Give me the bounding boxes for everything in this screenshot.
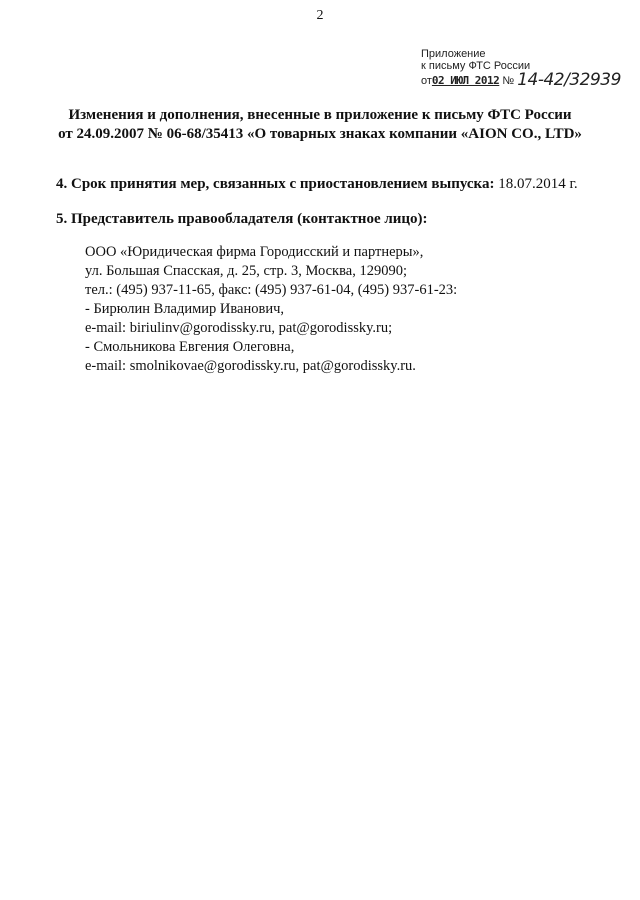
contact-email-1: e-mail: biriulinv@gorodissky.ru, pat@gorodissky.ru; — [85, 320, 393, 336]
handwritten-reg-number: 14-42/32939 — [517, 70, 621, 90]
contact-phones: тел.: (495) 937-11-65, факс: (495) 937-61-04, (495) 937-61-23: — [85, 282, 458, 298]
section-4 — [56, 176, 578, 193]
section-4-label: 4. Срок принятия мер, связанных с приостановлением выпуска: — [56, 176, 495, 192]
section-5-heading: 5. Представитель правообладателя (контактное лицо): — [56, 211, 428, 227]
stamp-date: 02 ИЮЛ 2012 — [431, 74, 500, 87]
appendix-label: Приложение — [421, 48, 486, 60]
section-4-value: 18.07.2014 г. — [498, 176, 578, 192]
page-number: 2 — [316, 8, 324, 23]
stamp-number-sign: № — [502, 75, 515, 87]
contact-email-2: e-mail: smolnikovae@gorodissky.ru, pat@gorodissky.ru. — [85, 358, 416, 374]
title-line-2: от 24.09.2007 № 06-68/35413 «О товарных знаках компании «AION CO., LTD» — [58, 126, 582, 142]
appendix-header — [421, 48, 621, 95]
stamp-prefix: от — [421, 75, 432, 87]
title-line-1: Изменения и дополнения, внесенные в приложение к письму ФТС России — [68, 107, 572, 123]
contact-company: ООО «Юридическая фирма Городисский и партнеры», — [85, 244, 424, 260]
appendix-reference: к письму ФТС России — [421, 60, 531, 72]
contact-details — [85, 243, 457, 376]
contact-person-1: - Бирюлин Владимир Иванович, — [85, 301, 285, 317]
contact-person-2: - Смольникова Евгения Олеговна, — [85, 339, 295, 355]
contact-address: ул. Большая Спасская, д. 25, стр. 3, Москва, 129090; — [85, 263, 407, 279]
registration-stamp — [421, 70, 621, 95]
document-title — [0, 106, 640, 144]
